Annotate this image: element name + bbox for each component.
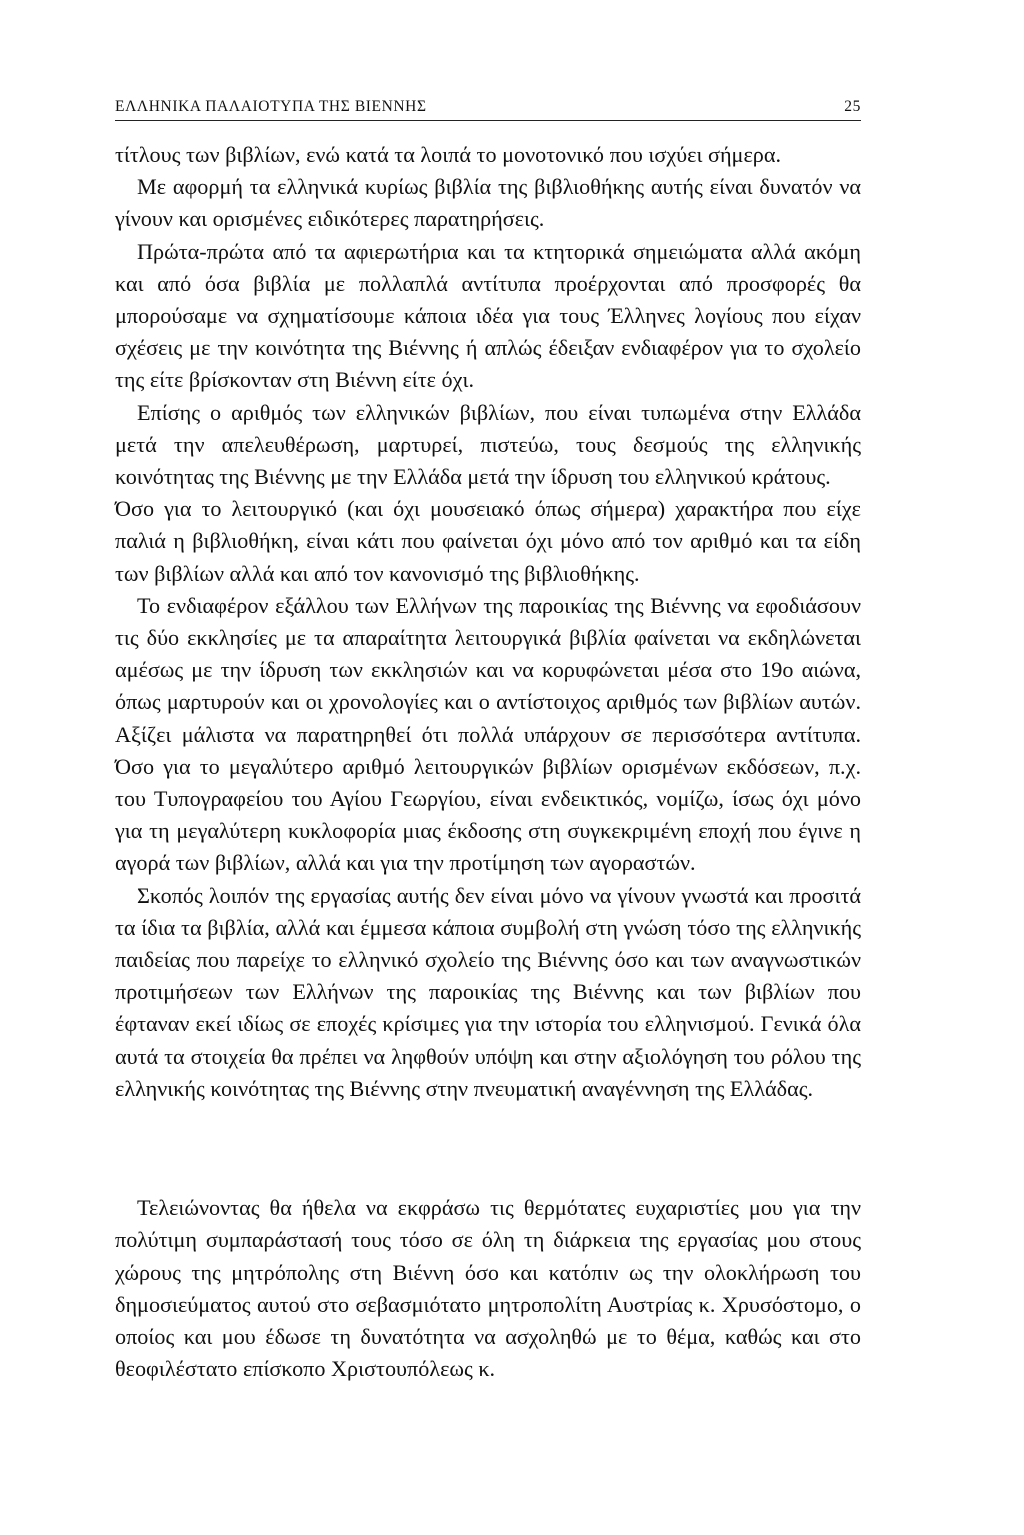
page-number: 25 — [844, 98, 861, 115]
paragraph-greek-printed-books: Επίσης ο αριθμός των ελληνικών βιβλίων, που είναι τυπωμένα στην Ελλάδα μετά την απελευθέρωση, μαρτυρεί, πιστεύω, τους δεσμούς της ελληνικής κοινότητας της Βιέννης με την Ελλάδα μετά την ίδρυση του ελληνικού κράτους. — [115, 399, 861, 490]
running-header-title: ΕΛΛΗΝΙΚΑ ΠΑΛΑΙΟΤΥΠΑ ΤΗΣ ΒΙΕΝΝΗΣ — [115, 98, 427, 115]
running-header — [115, 98, 861, 121]
paragraph-acknowledgements: Τελειώνοντας θα ήθελα να εκφράσω τις θερμότατες ευχαριστίες μου για την πολύτιμη συμπαράστασή τους τόσο σε όλη τη διάρκεια της εργασίας μου στους χώρους της μητρόπολης στη Βιέννη όσο και κατόπιν ως την ολοκλήρωση του δημοσιεύματος αυτού στο σεβασμιότατο μητροπολίτη Αυστρίας κ. Χρυσόστομο, ο οποίος και μου έδωσε τη δυνατότητα να ασχοληθώ με το θέμα, καθώς και στο θεοφιλέστατο επίσκοπο Χριστουπόλεως κ. — [115, 1195, 861, 1382]
book-page — [115, 98, 861, 1385]
paragraph-observations: Με αφορμή τα ελληνικά κυρίως βιβλία της βιβλιοθήκης αυτής είναι δυνατόν να γίνουν και ορισμένες ειδικότερες παρατηρήσεις. — [115, 174, 861, 232]
paragraph-liturgical-books: Το ενδιαφέρον εξάλλου των Ελλήνων της παροικίας της Βιέννης να εφοδιάσουν τις δύο εκκλησίες με τα απαραίτητα λειτουργικά βιβλία φαίνεται να εκδηλώνεται αμέσως με την ίδρυση των εκκλησιών και να κορυφώνεται μέσα στο 19ο αιώνα, όπως μαρτυρούν και οι χρονολογίες και ο αντίστοιχος αριθμός των βιβλίων αυτών. Αξίζει μάλιστα να παρατηρηθεί ότι πολλά υπάρχουν σε περισσότερα αντίτυπα. Όσο για το μεγαλύτερο αριθμό λειτουργικών βιβλίων ορισμένων εκδόσεων, π.χ. του Τυπογραφείου του Αγίου Γεωργίου, είναι ενδεικτικός, νομίζω, ίσως όχι μόνο για τη μεγαλύτερη κυκλοφορία μιας έκδοσης στη συγκεκριμένη εποχή που έγινε η αγορά των βιβλίων, αλλά και για την προτίμηση των αγοραστών. — [115, 592, 861, 876]
section-gap — [115, 1105, 861, 1192]
paragraph-continuation: τίτλους των βιβλίων, ενώ κατά τα λοιπά το μονοτονικό που ισχύει σήμερα. — [115, 142, 782, 167]
body-text — [115, 139, 861, 1385]
paragraph-library-character: Όσο για το λειτουργικό (και όχι μουσειακό όπως σήμερα) χαρακτήρα που είχε παλιά η βιβλιοθήκη, είναι κάτι που φαίνεται όχι μόνο από τον αριθμό και τα είδη των βιβλίων αλλά και από τον κανονισμό της βιβλιοθήκης. — [115, 496, 861, 586]
paragraph-dedications: Πρώτα-πρώτα από τα αφιερωτήρια και τα κτητορικά σημειώματα αλλά ακόμη και από όσα βιβλία με πολλαπλά αντίτυπα προέρχονται από προσφορές θα μπορούσαμε να σχηματίσουμε κάποια ιδέα για τους Έλληνες λογίους που είχαν σχέσεις με την κοινότητα της Βιέννης ή απλώς έδειξαν ενδιαφέρον για το σχολείο της είτε βρίσκονταν στη Βιέννη είτε όχι. — [115, 238, 861, 393]
paragraph-purpose: Σκοπός λοιπόν της εργασίας αυτής δεν είναι μόνο να γίνουν γνωστά και προσιτά τα ίδια τα βιβλία, αλλά και έμμεσα κάποια συμβολή στη γνώση τόσο της ελληνικής παιδείας που παρείχε το ελληνικό σχολείο της Βιέννης όσο και των αναγνωστικών προτιμήσεων των Ελλήνων της παροικίας της Βιέννης και των βιβλίων που έφταναν εκεί ιδίως σε εποχές κρίσιμες για την ιστορία του ελληνισμού. Γενικά όλα αυτά τα στοιχεία θα πρέπει να ληφθούν υπόψη και στην αξιολόγηση του ρόλου της ελληνικής κοινότητας της Βιέννης στην πνευματική αναγέννηση της Ελλάδας. — [115, 882, 861, 1101]
